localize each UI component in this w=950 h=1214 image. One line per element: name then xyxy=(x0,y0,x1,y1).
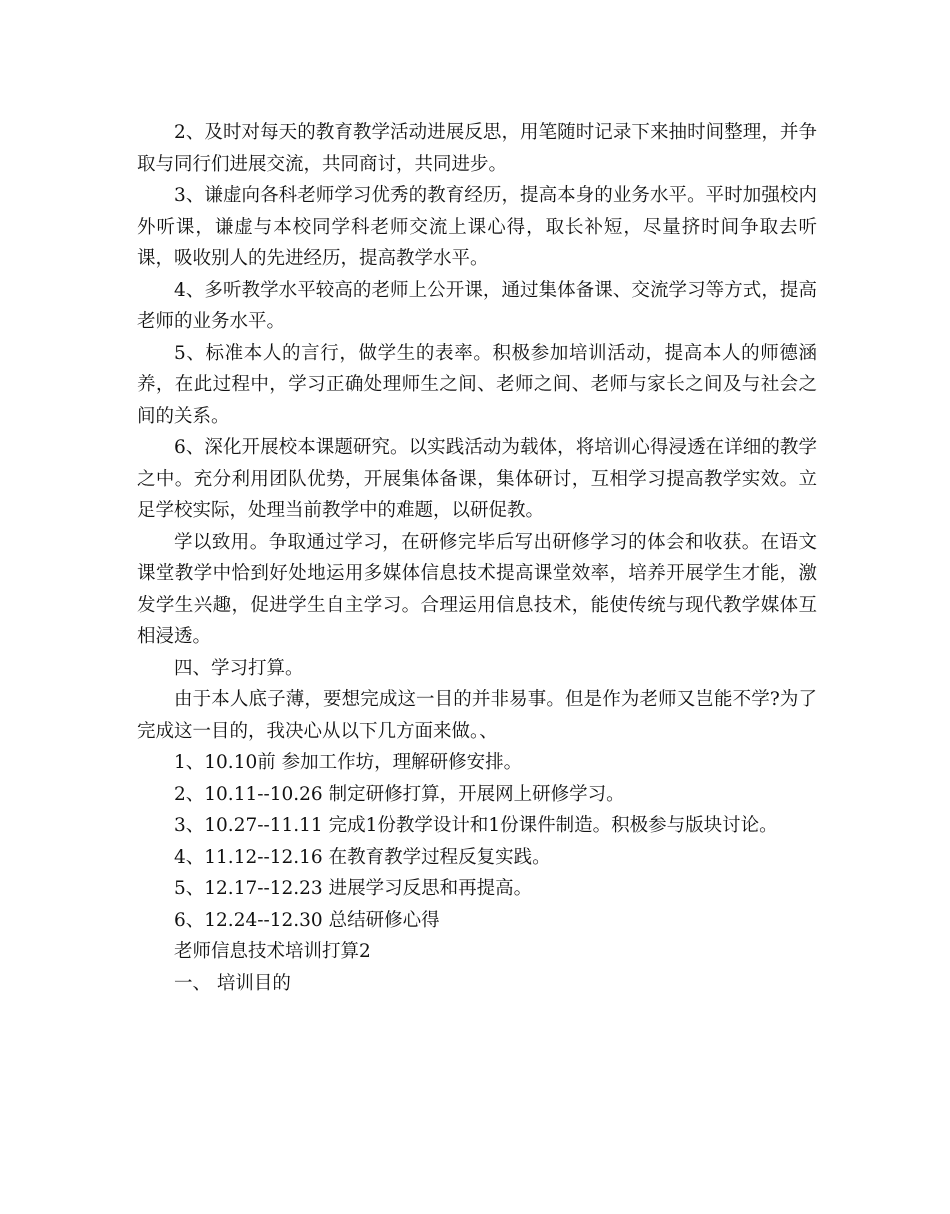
paragraph-apply-learning: 学以致用。争取通过学习，在研修完毕后写出研修学习的体会和收获。在语文课堂教学中恰到好处地运用多媒体信息技术提高课堂效率，培养开展学生才能，激发学生兴趣，促进学生自主学习。合理运用信息技术，能使传统与现代教学媒体互相浸透。 xyxy=(137,531,817,647)
paragraph-plan-intro: 由于本人底子薄，要想完成这一目的并非易事。但是作为老师又岂能不学?为了完成这一目的，我决心从以下几方面来做。、 xyxy=(137,689,817,742)
document-body xyxy=(137,117,817,999)
paragraph-item-2: 2、及时对每天的教育教学活动进展反思，用笔随时记录下来抽时间整理，并争取与同行们进展交流，共同商讨，共同进步。 xyxy=(137,122,817,175)
schedule-item: 1、10.10前 参加工作坊，理解研修安排。 xyxy=(174,752,523,773)
section-title: 老师信息技术培训打算2 xyxy=(174,941,371,962)
schedule-item: 4、11.12--12.16 在教育教学过程反复实践。 xyxy=(174,846,551,868)
subsection-title: 一、 培训目的 xyxy=(174,972,291,994)
schedule-item: 5、12.17--12.23 进展学习反思和再提高。 xyxy=(174,878,533,899)
schedule-item: 3、10.27--11.11 完成1份教学设计和1份课件制造。积极参与版块讨论。 xyxy=(174,815,778,836)
paragraph-item-5: 5、标准本人的言行，做学生的表率。积极参加培训活动，提高本人的师德涵养，在此过程中，学习正确处理师生之间、老师之间、老师与家长之间及与社会之间的关系。 xyxy=(137,342,817,427)
schedule-item: 2、10.11--10.26 制定研修打算，开展网上研修学习。 xyxy=(174,783,625,805)
heading-study-plan: 四、学习打算。 xyxy=(174,657,304,679)
schedule-item: 6、12.24--12.30 总结研修心得 xyxy=(174,909,440,931)
paragraph-item-3: 3、谦虚向各科老师学习优秀的教育经历，提高本身的业务水平。平时加强校内外听课，谦虚与本校同学科老师交流上课心得，取长补短，尽量挤时间争取去听课，吸收别人的先进经历，提高教学水平。 xyxy=(137,185,817,269)
paragraph-item-6: 6、深化开展校本课题研究。以实践活动为载体，将培训心得浸透在详细的教学之中。充分利用团队优势，开展集体备课，集体研讨，互相学习提高教学实效。立足学校实际，处理当前教学中的难题，以研促教。 xyxy=(137,437,817,521)
paragraph-item-4: 4、多听教学水平较高的老师上公开课，通过集体备课、交流学习等方式，提高老师的业务水平。 xyxy=(137,279,817,332)
